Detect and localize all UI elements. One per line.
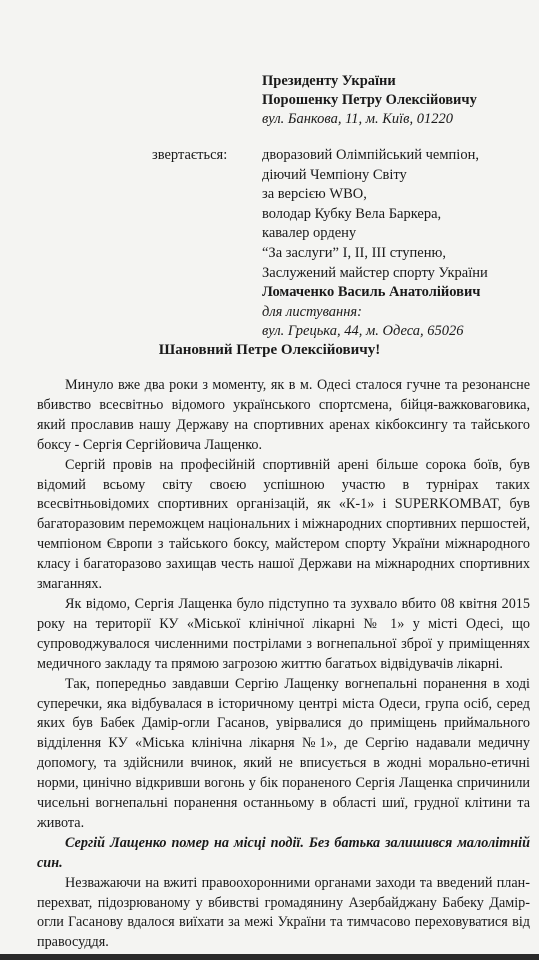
paragraph: Незважаючи на вжиті правоохоронними органами заходи та введений план-перехват, підозрюваному у вбивстві громадянину Азербайджану Бабеку Дамір-огли Гасанову вдалося виїхати за межі України та тимчасово переховуватися від правосуддя. bbox=[37, 874, 530, 951]
sender-name: Ломаченко Василь Анатолійович bbox=[262, 284, 481, 301]
sender-label: звертається: bbox=[152, 147, 228, 163]
addressee-title: Президенту України bbox=[262, 73, 396, 89]
paragraph-emphasis: Сергій Лащенко помер на місці події. Без батька залишився малолітній син. bbox=[37, 834, 530, 871]
sender-line: за версією WBO, bbox=[262, 186, 367, 203]
sender-block bbox=[262, 146, 488, 342]
sender-line: кавалер ордену bbox=[262, 225, 357, 242]
letter-body bbox=[37, 376, 530, 953]
addressee-name: Порошенку Петру Олексійовичу bbox=[262, 92, 477, 108]
paragraph: Сергій провів на професійній спортивній арені більше сорока боїв, був відомий всьому світу своєю успішною участю в турнірах таких всесвітньовідомих спортивних організацій, як «К-1» і SUPERKOMBAT, був багаторазовим переможцем національних і міжнародних спортивних першостей, чемпіоном Європи з тайського боксу, майстером спорту України міжнародного класу і багаторазово захищав честь нашої Держави на міжнародних спортивних змаганнях. bbox=[37, 456, 530, 593]
sender-line: дворазовий Олімпійський чемпіон, bbox=[262, 147, 479, 163]
paragraph: Як відомо, Сергія Лащенка було підступно та зухвало вбито 08 квітня 2015 року на території КУ «Міської клінічної лікарні № 1» у місті Одесі, що супроводжувалося численними пострілами з вогнепальної зброї у приміщеннях медичного закладу та прямою загрозою життю багатьох відвідувачів лікарні. bbox=[37, 595, 530, 672]
sender-line: володар Кубку Вела Баркера, bbox=[262, 205, 442, 222]
salutation: Шановний Петре Олексійовичу! bbox=[158, 342, 381, 358]
sender-contact-label: для листування: bbox=[262, 303, 362, 320]
sender-contact-address: вул. Грецька, 44, м. Одеса, 65026 bbox=[262, 323, 464, 340]
paragraph: Минуло вже два роки з моменту, як в м. Одесі сталося гучне та резонансне вбивство всесвітньо відомого українського спортсмена, бійця-важковаговика, який прославив нашу Державу на спортивних аренах кікбоксингу та тайського боксу - Сергія Сергійовича Лащенко. bbox=[37, 377, 530, 453]
sender-line: діючий Чемпіону Світу bbox=[262, 166, 407, 183]
addressee-address: вул. Банкова, 11, м. Київ, 01220 bbox=[262, 111, 453, 127]
sender-line: Заслужений майстер спорту України bbox=[262, 264, 488, 281]
addressee-block bbox=[262, 72, 477, 129]
paragraph: Так, попередньо завдавши Сергію Лащенку вогнепальні поранення в ході суперечки, яка відбувалася в історичному центрі міста Одеси, група осіб, серед яких був Бабек Дамір-огли Гасанов, увірвалися до приміщень приймального відділення КУ «Міська клінічна лікарня №1», де Сергію надавали медичну допомогу, та здійснили вчинок, який не вписується в жодні морально-етичні норми, цинічно відкривши вогонь у бік пораненого Сергія Лащенка спричинили чисельні вогнепальні поранення останньому в області шиї, грудної клітини та живота. bbox=[37, 675, 530, 831]
bottom-edge bbox=[0, 954, 539, 960]
sender-line: “За заслуги” І, ІІ, ІІІ ступеню, bbox=[262, 244, 446, 261]
